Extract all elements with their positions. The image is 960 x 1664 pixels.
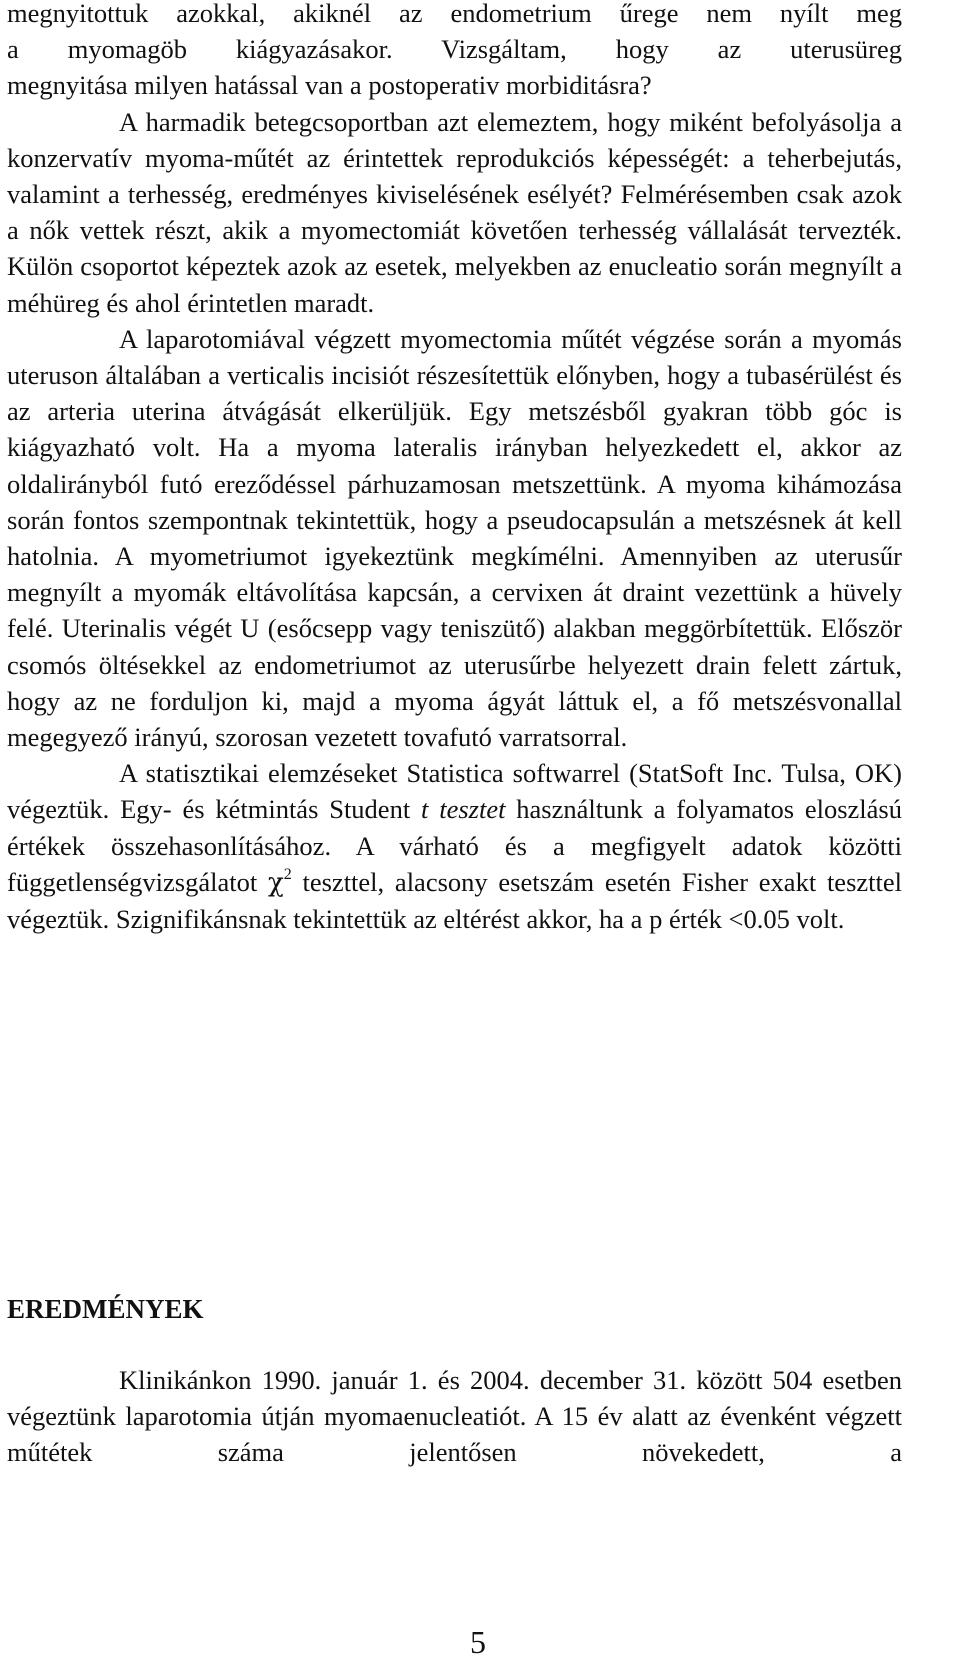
chi-exponent: 2	[283, 865, 292, 883]
statistics-text-2: használtunk a folyamatos eloszlású értékek összehasonlításához. A várható és a megfigyelt adatok közötti függetlenségvizsgálatot	[7, 794, 902, 897]
methods-paragraph-1-line-2: a myomagöb kiágyazásakor. Vizsgáltam, hogy az uterusüreg	[7, 34, 902, 65]
statistics-text-1: A statisztikai elemzéseket Statistica softwarrel (StatSoft Inc. Tulsa, OK) végeztük. Egy- és kétmintás Student	[7, 758, 902, 825]
methods-paragraph-2: A harmadik betegcsoportban azt elemeztem, hogy miként befolyásolja a konzervatív myoma-műtét az érintettek reprodukciós képességét: a teherbejutás, valamint a terhesség, eredményes kiviselésének esélyét? Felmérésemben csak azok a nők vettek részt, akik a myomectomiát követően terhesség vállalását tervezték. Külön csoportot képeztek azok az esetek, melyekben az enucleatio során megnyílt a méhüreg és ahol érintetlen maradt.	[7, 106, 902, 318]
results-section	[7, 1362, 902, 1471]
statistics-text-3: teszttel, alacsony esetszám esetén Fisher exakt teszttel végeztük. Szignifikánsnak tekintettük az eltérést akkor, ha a p érték <0.05 volt.	[7, 866, 902, 935]
page-number: 5	[470, 1624, 486, 1660]
methods-paragraph-1-line-3: megnyitása milyen hatással van a postoperativ morbiditásra?	[7, 70, 652, 101]
results-paragraph-1: Klinikánkon 1990. január 1. és 2004. december 31. között 504 esetben végeztünk laparotomia útján myomaenucleatiót. A 15 év alatt az évenként végzett műtétek száma jelentősen növekedett, a	[7, 1365, 902, 1468]
results-heading: EREDMÉNYEK	[7, 1294, 204, 1324]
methods-section	[7, 0, 902, 937]
t-test-term: t tesztet	[421, 794, 506, 825]
methods-paragraph-1-line-1: megnyitottuk azokkal, akiknél az endometrium űrege nem nyílt meg	[7, 0, 902, 28]
document-page	[7, 0, 902, 1664]
methods-paragraph-4-statistics	[7, 755, 902, 937]
chi-symbol: χ	[267, 867, 284, 898]
methods-paragraph-3: A laparotomiával végzett myomectomia műtét végzése során a myomás uteruson általában a verticalis incisiót részesítettük előnyben, hogy a tubasérülést és az arteria uterina átvágását elkerüljük. Egy metszésből gyakran több góc is kiágyazható volt. Ha a myoma lateralis irányban helyezkedett el, akkor az oldalirányból futó ereződéssel párhuzamosan metszettünk. A myoma kihámozása során fontos szempontnak tekintettük, hogy a pseudocapsulán a metszésnek át kell hatolnia. A myometriumot igyekeztünk megkímélni. Amennyiben az uterusűr megnyílt a myomák eltávolítása kapcsán, a cervixen át draint vezettünk a hüvely felé. Uterinalis végét U (esőcsepp vagy teniszütő) alakban meggörbítettük. Először csomós öltésekkel az endometriumot az uterusűrbe helyezett drain felett zártuk, hogy az ne forduljon ki, majd a myoma ágyát láttuk el, a fő metszésvonallal megegyező irányú, szorosan vezetett tovafutó varratsorral.	[7, 323, 902, 753]
